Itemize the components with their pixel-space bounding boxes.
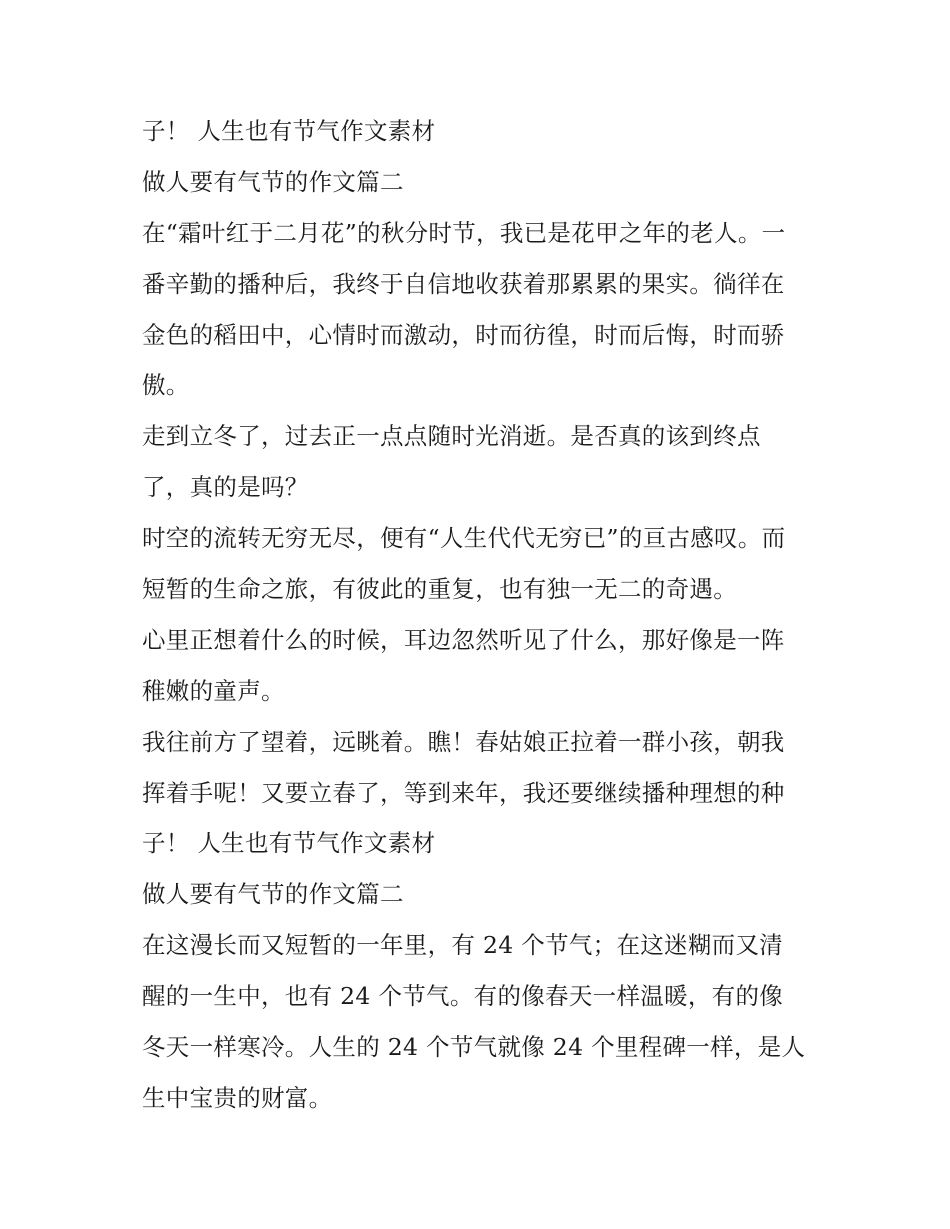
text-line-11: 心里正想着什么的时候，耳边忽然听见了什么，那好像是一阵 <box>142 625 785 654</box>
text-line-18: 醒的一生中，也有 24 个节气。有的像春天一样温暖，有的像 <box>142 982 784 1011</box>
text-line-3: 在“霜叶红于二月花”的秋分时节，我已是花甲之年的老人。一 <box>142 218 786 247</box>
text-line-12: 稚嫩的童声。 <box>142 676 285 705</box>
text-line-10: 短暂的生命之旅，有彼此的重复，也有独一无二的奇遇。 <box>142 575 737 604</box>
section-heading: 做人要有气节的作文篇二 <box>142 167 404 196</box>
text-line-7: 走到立冬了，过去正一点点随时光消逝。是否真的该到终点 <box>142 422 761 451</box>
text-line-13: 我往前方了望着，远眺着。瞧！春姑娘正拉着一群小孩，朝我 <box>142 727 785 756</box>
text-line-14: 挥着手呢！又要立春了，等到来年，我还要继续播种理想的种 <box>142 778 785 807</box>
text-line-17: 在这漫长而又短暂的一年里，有 24 个节气；在这迷糊而又清 <box>142 931 784 960</box>
text-line-19: 冬天一样寒冷。人生的 24 个节气就像 24 个里程碑一样，是人 <box>142 1033 806 1062</box>
text-line-1: 子！ 人生也有节气作文素材 <box>142 117 436 145</box>
text-line-15: 子！ 人生也有节气作文素材 <box>142 829 436 858</box>
text-line-5: 金色的稻田中，心情时而激动，时而彷徨，时而后悔，时而骄 <box>142 320 785 349</box>
text-line-20: 生中宝贵的财富。 <box>142 1083 333 1112</box>
section-heading-2: 做人要有气节的作文篇二 <box>142 880 404 909</box>
text-line-6: 傲。 <box>142 371 190 400</box>
text-line-4: 番辛勤的播种后，我终于自信地收获着那累累的果实。徜徉在 <box>142 269 785 298</box>
body-text <box>142 106 814 1124</box>
text-line-9: 时空的流转无穷无尽，便有“人生代代无穷已”的亘古感叹。而 <box>142 524 786 553</box>
text-line-8: 了，真的是吗？ <box>142 473 309 502</box>
